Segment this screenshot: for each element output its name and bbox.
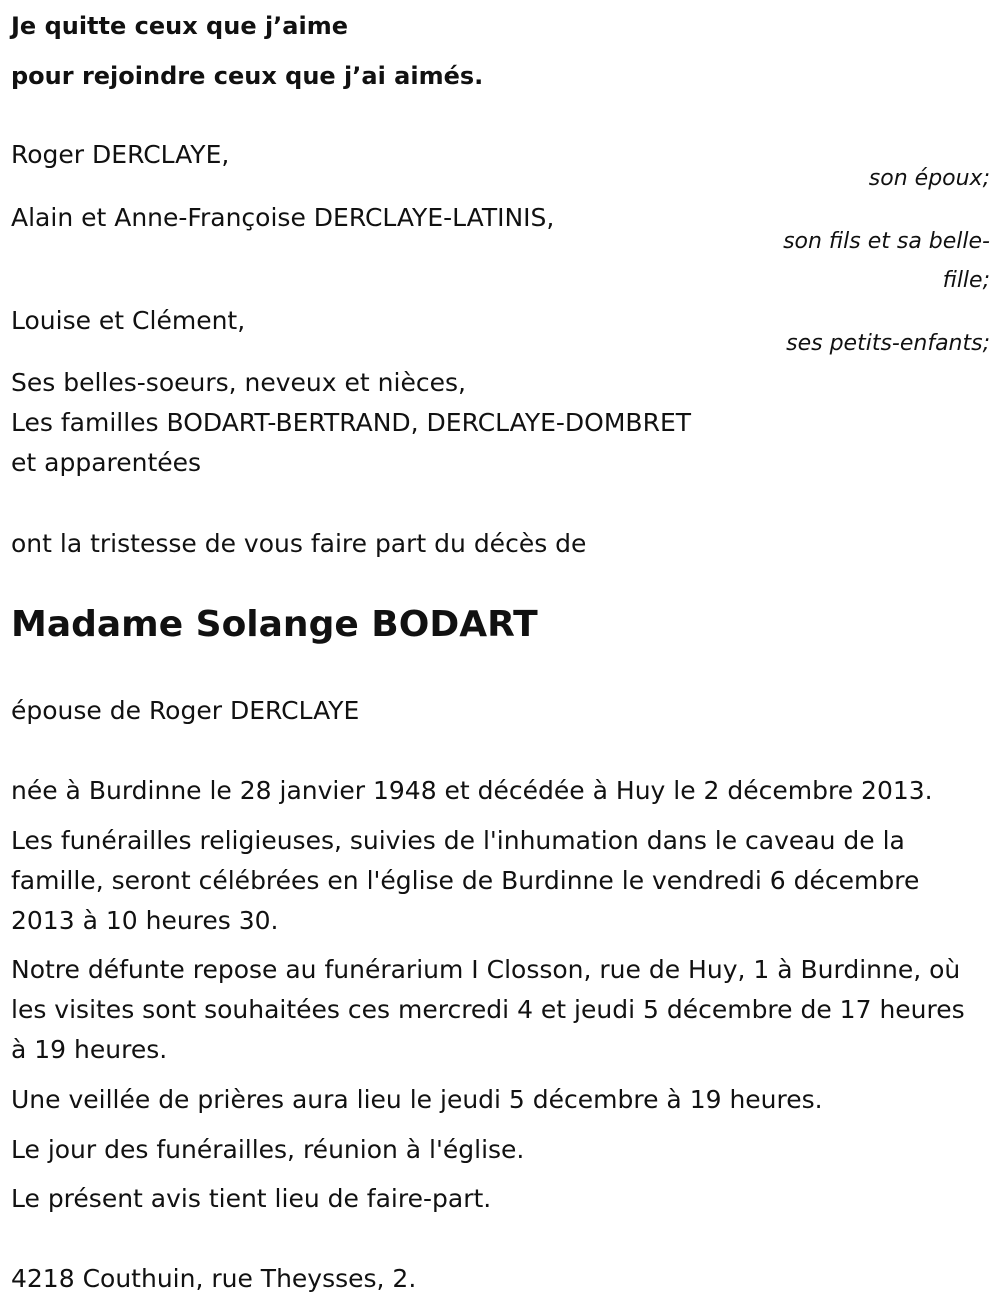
grandchildren-relation: ses petits-enfants; xyxy=(786,331,990,356)
birth-death-line: née à Burdinne le 28 janvier 1948 et décédée à Huy le 2 décembre 2013. xyxy=(11,776,933,805)
other-relatives-line-2: Les familles BODART-BERTRAND, DERCLAYE-DOMBRET xyxy=(11,408,692,437)
other-relatives-line-3: et apparentées xyxy=(11,448,202,477)
spouse-line: épouse de Roger DERCLAYE xyxy=(11,696,360,725)
husband-name: Roger DERCLAYE, xyxy=(11,140,230,169)
grandchildren-names: Louise et Clément, xyxy=(11,306,246,335)
son-relation-line-2: fille; xyxy=(942,268,990,293)
meeting-line: Le jour des funérailles, réunion à l'église. xyxy=(11,1135,525,1164)
son-names: Alain et Anne-Françoise DERCLAYE-LATINIS, xyxy=(11,203,555,232)
deceased-name: Madame Solange BODART xyxy=(11,604,538,645)
announcement-intro: ont la tristesse de vous faire part du décès de xyxy=(11,529,587,558)
funeral-paragraph: Les funérailles religieuses, suivies de l'inhumation dans le caveau de la famille, seront célébrées en l'église de Burdinne le vendredi 6 décembre 2013 à 10 heures 30. xyxy=(11,826,920,935)
son-relation-line-1: son fils et sa belle- xyxy=(783,229,990,254)
vigil-line: Une veillée de prières aura lieu le jeudi 5 décembre à 19 heures. xyxy=(11,1085,823,1114)
husband-relation: son époux; xyxy=(868,166,990,191)
visits-paragraph: Notre défunte repose au funérarium I Closson, rue de Huy, 1 à Burdinne, où les visites sont souhaitées ces mercredi 4 et jeudi 5 décembre de 17 heures à 19 heures. xyxy=(11,955,965,1064)
other-relatives-line-1: Ses belles-soeurs, neveux et nièces, xyxy=(11,368,466,397)
notice-line: Le présent avis tient lieu de faire-part. xyxy=(11,1184,492,1213)
quote-line-2: pour rejoindre ceux que j’ai aimés. xyxy=(11,62,484,90)
quote-line-1: Je quitte ceux que j’aime xyxy=(11,12,349,40)
address-line: 4218 Couthuin, rue Theysses, 2. xyxy=(11,1264,417,1293)
